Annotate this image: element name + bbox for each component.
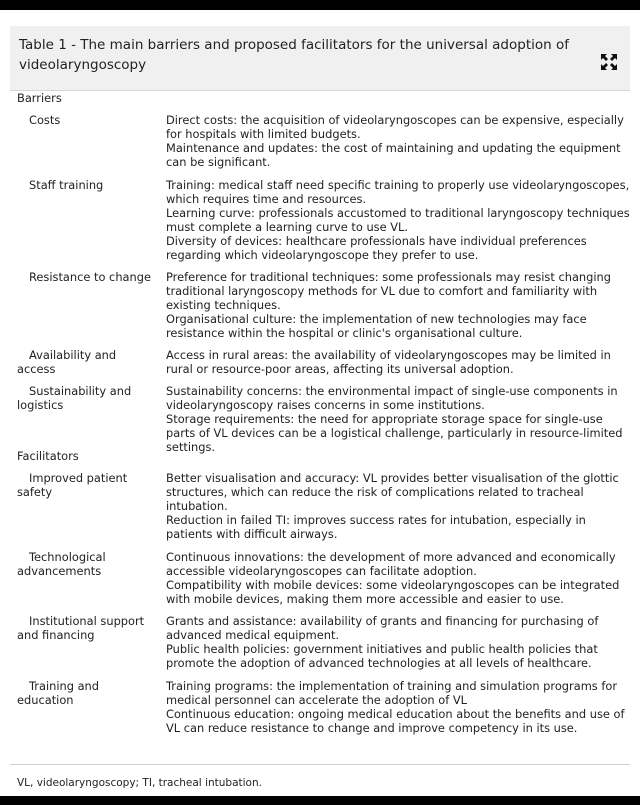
row-description — [166, 384, 632, 454]
row-label: Sustainability and logistics — [17, 384, 132, 412]
description-line: Diversity of devices: healthcare professionals have individual preferences regarding which videolaryngoscope they prefer to use. — [166, 234, 587, 262]
row-label: Institutional support and financing — [17, 614, 145, 642]
row-description — [166, 471, 632, 541]
description-line: Sustainability concerns: the environmental impact of single-use components in videolaryngoscopy raises concerns in some institutions. — [166, 384, 618, 412]
description-line: Continuous education: ongoing medical education about the benefits and use of VL can reduce resistance to change and improve competency in its use. — [166, 707, 625, 735]
row-description — [166, 614, 632, 670]
row-label: Resistance to change — [29, 270, 151, 284]
row-label: Costs — [29, 113, 61, 127]
description-line: Compatibility with mobile devices: some videolaryngoscopes can be integrated with mobile devices, making them more accessible and easier to use. — [166, 578, 620, 606]
row-label: Improved patient safety — [17, 471, 128, 499]
description-line: Maintenance and updates: the cost of maintaining and updating the equipment can be significant. — [166, 141, 621, 169]
description-line: Learning curve: professionals accustomed to traditional laryngoscopy techniques must complete a learning curve to use VL. — [166, 206, 630, 234]
row-label: Technological advancements — [17, 550, 106, 578]
row-label: Availability and access — [17, 348, 117, 376]
section-heading-facilitators: Facilitators — [17, 449, 79, 463]
description-line: Continuous innovations: the development of more advanced and economically accessible videolaryngoscopes can facilitate adoption. — [166, 550, 616, 578]
description-line: Reduction in failed TI: improves success rates for intubation, especially in patients with difficult airways. — [166, 513, 586, 541]
footnote-divider — [10, 764, 630, 765]
description-line: Public health policies: government initiatives and public health policies that promote the adoption of advanced technologies at all levels of healthcare. — [166, 642, 598, 670]
row-label: Training and education — [17, 679, 99, 707]
table-title: Table 1 - The main barriers and proposed facilitators for the universal adoption of videolaryngoscopy — [19, 37, 569, 73]
row-description — [166, 348, 632, 376]
section-heading-barriers: Barriers — [17, 91, 62, 105]
description-line: Better visualisation and accuracy: VL provides better visualisation of the glottic structures, which can reduce the risk of complications related to tracheal intubation. — [166, 471, 619, 513]
description-line: Organisational culture: the implementation of new technologies may face resistance within the hospital or clinic's organisational culture. — [166, 312, 587, 340]
row-description — [166, 270, 632, 340]
description-line: Direct costs: the acquisition of videolaryngoscopes can be expensive, especially for hospitals with limited budgets. — [166, 113, 624, 141]
description-line: Training programs: the implementation of training and simulation programs for medical personnel can accelerate the adoption of VL — [166, 679, 618, 707]
row-label: Staff training — [29, 178, 104, 192]
description-line: Preference for traditional techniques: some professionals may resist changing traditional laryngoscopy methods for VL due to comfort and familiarity with existing techniques. — [166, 270, 611, 312]
table-footnote: VL, videolaryngoscopy; TI, tracheal intubation. — [17, 777, 262, 789]
row-description — [166, 679, 632, 735]
document-page — [0, 10, 640, 796]
row-description — [166, 178, 632, 262]
description-line: Access in rural areas: the availability of videolaryngoscopes may be limited in rural or resource-poor areas, affecting its universal adoption. — [166, 348, 611, 376]
description-line: Grants and assistance: availability of grants and financing for purchasing of advanced medical equipment. — [166, 614, 599, 642]
row-description — [166, 113, 632, 169]
description-line: Training: medical staff need specific training to properly use videolaryngoscopes, which requires time and resources. — [166, 178, 630, 206]
expand-arrows-icon[interactable] — [600, 53, 618, 71]
description-line: Storage requirements: the need for appropriate storage space for single-use parts of VL devices can be a logistical challenge, particularly in resource-limited settings. — [166, 412, 623, 454]
table-title-bar — [10, 26, 630, 91]
row-description — [166, 550, 632, 606]
